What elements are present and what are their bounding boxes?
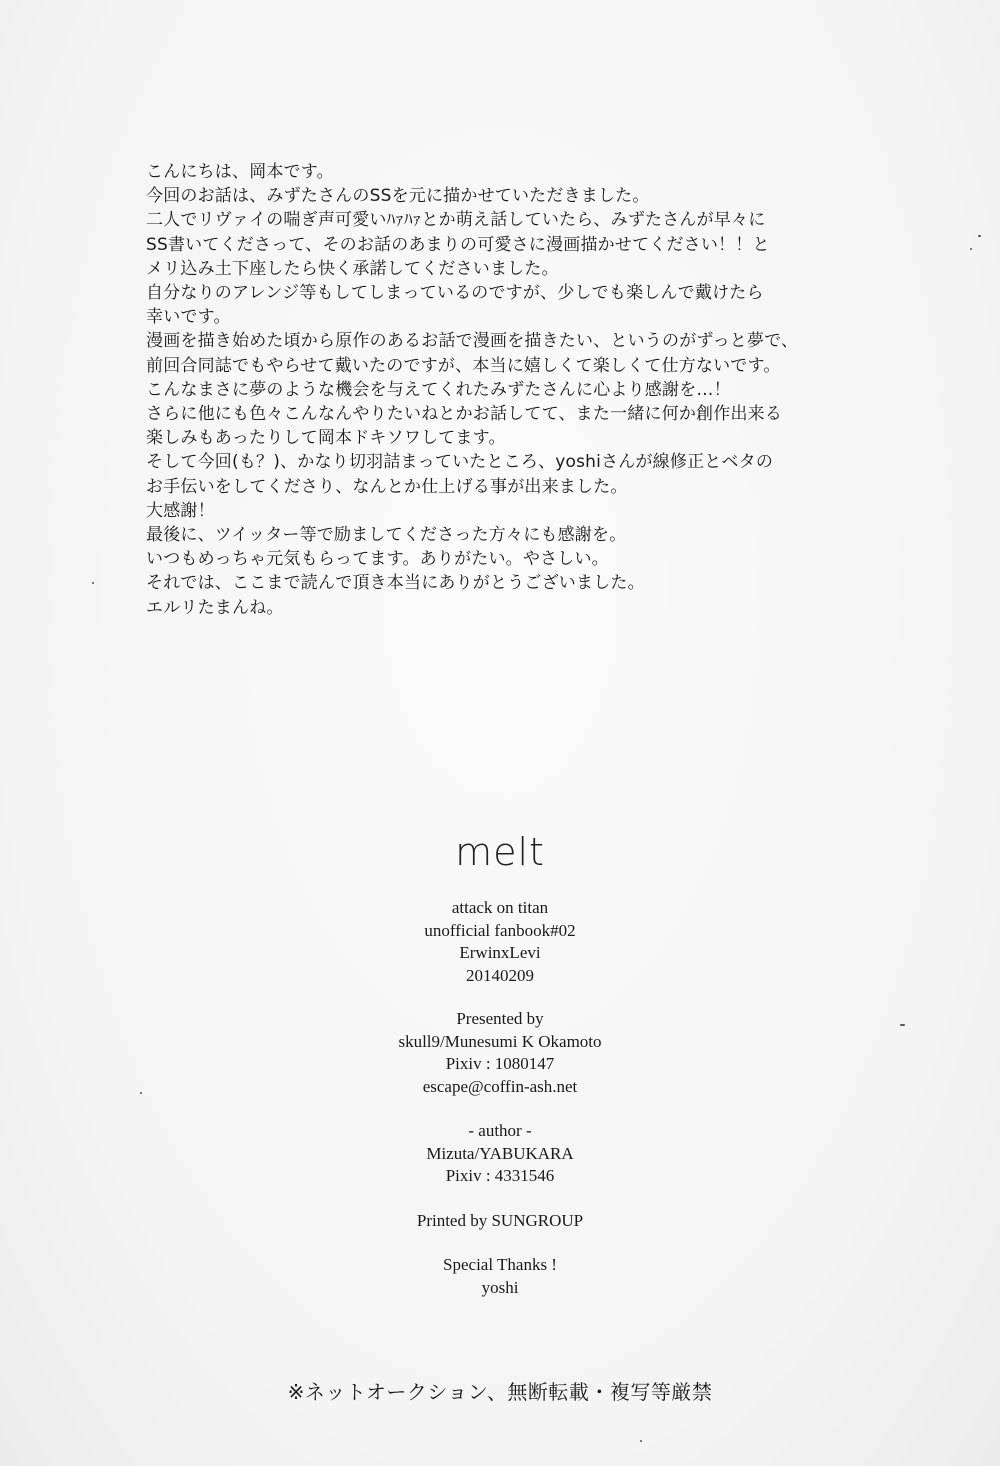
paper-speck bbox=[978, 235, 981, 237]
afterword-line: エルリたまんね。 bbox=[146, 597, 284, 618]
afterword-line: それでは、ここまで読んで頂き本当にありがとうございました。 bbox=[146, 573, 645, 594]
afterword-line: 二人でリヴァイの喘ぎ声可愛いﾊｧﾊｧとか萌え話していたら、みずたさんが早々に bbox=[146, 210, 766, 231]
printer-block bbox=[0, 1210, 1000, 1233]
paper-speck bbox=[140, 1092, 142, 1094]
afterword-line: 漫画を描き始めた頃から原作のあるお話で漫画を描きたい、というのがずっと夢で、 bbox=[146, 331, 799, 352]
thanks-label: Special Thanks ! bbox=[443, 1255, 557, 1274]
presented-by-block bbox=[0, 1008, 1000, 1098]
author-name: Mizuta/YABUKARA bbox=[426, 1143, 574, 1163]
afterword-line: 最後に、ツイッター等で励ましてくださった方々にも感謝を。 bbox=[146, 525, 627, 546]
contact-email: escape@coffin-ash.net bbox=[422, 1076, 578, 1096]
book-title: melt bbox=[455, 830, 545, 874]
printer-credit: Printed by SUNGROUP bbox=[416, 1211, 584, 1230]
author-block bbox=[0, 1120, 1000, 1188]
thanks-block bbox=[0, 1254, 1000, 1299]
thanks-name: yoshi bbox=[481, 1277, 519, 1297]
author-label: - author - bbox=[468, 1121, 532, 1140]
afterword-line: 幸いです。 bbox=[146, 307, 231, 328]
afterword-line: SS書いてくださって、そのお話のあまりの可愛さに漫画描かせてください！！と bbox=[146, 234, 770, 255]
presented-label: Presented by bbox=[456, 1009, 544, 1028]
circle-name: skull9/Munesumi K Okamoto bbox=[398, 1031, 602, 1051]
afterword-line: こんなまさに夢のような機会を与えてくれたみずたさんに心より感謝を…！ bbox=[146, 379, 731, 400]
series-name: attack on titan bbox=[451, 898, 549, 917]
afterword-line: 大感謝！ bbox=[146, 500, 215, 521]
fanbook-number: unofficial fanbook#02 bbox=[424, 920, 576, 940]
afterword-line: 楽しみもあったりして岡本ドキソワしてます。 bbox=[146, 428, 506, 449]
book-info bbox=[0, 897, 1000, 987]
paper-speck bbox=[640, 1440, 642, 1442]
paper-speck bbox=[970, 248, 972, 250]
author-pixiv-id: Pixiv : 4331546 bbox=[445, 1166, 555, 1185]
pixiv-id: Pixiv : 1080147 bbox=[445, 1054, 555, 1073]
afterword-line: こんにちは、岡本です。 bbox=[146, 162, 334, 182]
afterword-line: 前回合同誌でもやらせて戴いたのですが、本当に嬉しくて楽しくて仕方ないです。 bbox=[146, 355, 781, 376]
pairing: ErwinxLevi bbox=[459, 943, 541, 962]
paper-speck bbox=[900, 1024, 905, 1026]
afterword-line: 今回のお話は、みずたさんのSSを元に描かせていただきました。 bbox=[146, 186, 650, 207]
afterword-line: メリ込み土下座したら快く承諾してくださいました。 bbox=[146, 258, 559, 279]
afterword-line: さらに他にも色々こんなんやりたいねとかお話してて、また一緒に何か創作出来る bbox=[146, 404, 783, 425]
afterword-line: 自分なりのアレンジ等もしてしまっているのですが、少しでも楽しんで戴けたら bbox=[146, 283, 764, 304]
afterword-line: そして今回(も？)、かなり切羽詰まっていたところ、yoshiさんが線修正とベタの bbox=[146, 452, 774, 473]
publish-date: 20140209 bbox=[466, 965, 534, 985]
paper-speck bbox=[92, 582, 94, 584]
afterword-line: いつもめっちゃ元気もらってます。ありがたい。やさしい。 bbox=[146, 549, 609, 570]
copyright-notice: ※ネットオークション、無断転載・複写等厳禁 bbox=[287, 1380, 713, 1404]
afterword-text bbox=[146, 160, 866, 620]
afterword-line: お手伝いをしてくださり、なんとか仕上げる事が出来ました。 bbox=[146, 476, 628, 497]
